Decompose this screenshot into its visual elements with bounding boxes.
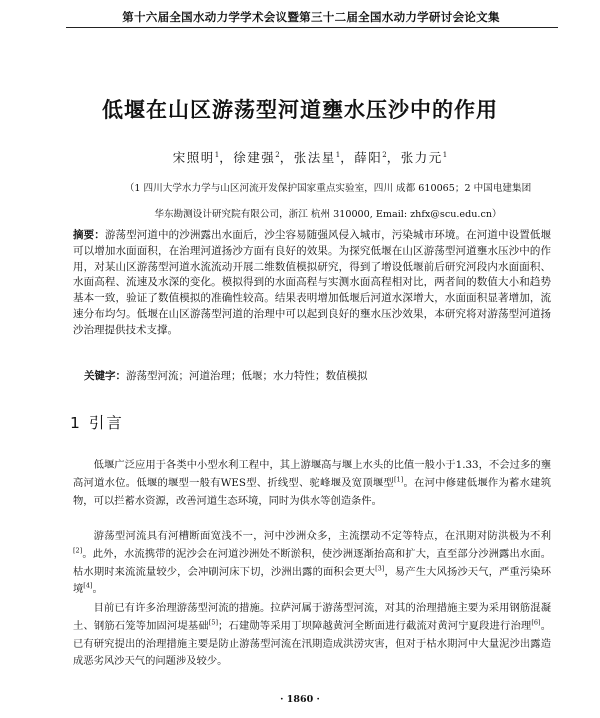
author-affil-mark: 1: [335, 150, 341, 159]
paragraph-text: 。此外，水流携带的泥沙会在河道沙洲处不断淤积，使沙洲逐渐抬高和扩大，直至部分沙洲露出水面。枯水期时来流流量较少，会冲刷河床下切，沙洲出露的面积会更大: [73, 547, 551, 578]
author-name: 宋照明: [172, 150, 215, 165]
paragraph-text: ，易产生大风扬沙天气，严重污染环境: [73, 565, 552, 596]
section-heading: [70, 411, 124, 433]
paragraph-text: 低堰广泛应用于各类中小型水利工程中，其上游堰高与堰上水头的比值一般小于1.33，不会过多的壅高河道水位。低堰的堰型一般有WES型、折线型、驼峰堰及宽顶堰型: [73, 459, 551, 489]
citation: [6]: [531, 618, 541, 627]
author-affil-mark: 1: [442, 150, 448, 159]
paragraph-text: ；石建勋等采用丁坝障越黄河全断面进行截流对黄河宁夏段进行治理: [218, 619, 532, 632]
page-number: · 1860 ·: [280, 694, 320, 705]
section-number: 1: [70, 414, 82, 432]
citation: [4]: [83, 581, 93, 590]
paragraph-text: 游荡型河流具有河槽断面宽浅不一，河中沙洲众多，主流摆动不定等特点，在汛期对防洪极为不利: [93, 530, 551, 542]
paragraph-text: 。在河中修建低堰作为蓄水建筑物，可以拦蓄水资源，改善河道生态环境，同时为供水等创造条件。: [73, 476, 552, 507]
paragraph-text: 。: [92, 583, 103, 596]
author-affil-mark: 2: [275, 150, 280, 159]
body-paragraph: [73, 600, 551, 671]
header-rule: [66, 27, 558, 28]
keywords-label: 关键字：: [84, 370, 126, 382]
section-title: 引言: [88, 414, 124, 432]
author-name: 薛阳: [354, 150, 383, 165]
abstract-text: 游荡型河道中的沙洲露出水面后，沙尘容易随强风侵入城市，污染城市环境。在河道中设置低堰可以增加水面面积，在治理河道扬沙方面有良好的效果。为探究低堰在山区游荡型河道壅水压沙中的作用，对某山区游荡型河道水流流动开展二维数值模拟研究，得到了增设低堰前后研究河段内水面面积、水面高程、流速及水深的变化。模拟得到的水面高程与实测水面高程相对比，两者间的数值大小和趋势基本一致，验证了数值模拟的准确性较高。结果表明增加低堰后河道水深增大，水面面积显著增加，流速分布均匀。低堰在山区游荡型河道的治理中可以起到良好的壅水压沙效果，本研究将对游荡型河道扬沙治理提供技术支撑。: [73, 229, 551, 336]
keywords: [84, 368, 554, 383]
author-affil-mark: 2: [382, 150, 387, 159]
author-name: 张力元: [400, 150, 443, 165]
affiliation-line-1: （1 四川大学水力学与山区河流开发保护国家重点实验室，四川 成都 610065；2 中国电建集团: [124, 183, 532, 194]
citation: [5]: [208, 618, 218, 627]
affiliation-line-2: 华东勘测设计研究院有限公司，浙江 杭州 310000, Email: zhfx@scu.edu.cn）: [154, 209, 502, 220]
author-list: 宋照明$^1$，徐建强$^2$，张法星$^1$，薛阳$^2$，张力元$^1$: [172, 150, 448, 165]
running-header: 第十六届全国水动力学学术会议暨第三十二届全国水动力学研讨会论文集: [122, 10, 500, 24]
abstract-label: 摘要：: [73, 229, 105, 241]
paragraph-text: 目前已有许多治理游荡型河流的措施。拉萨河属于游荡型河流，对其的治理措施主要为采用钢筋混凝土、钢筋石笼等加固河堤基础: [73, 602, 551, 632]
paper-title: 低堰在山区游荡型河道壅水压沙中的作用: [102, 98, 498, 122]
body-paragraph: [73, 528, 551, 599]
keywords-text: 游荡型河流；河道治理；低堰；水力特性；数值模拟: [126, 370, 368, 382]
author-affil-mark: 1: [214, 150, 220, 159]
author-name: 张法星: [293, 150, 336, 165]
author-name: 徐建强: [233, 150, 276, 165]
body-paragraph: [73, 457, 551, 510]
citation: [3]: [375, 564, 385, 573]
citation: [2]: [73, 546, 83, 555]
citation: [1]: [394, 475, 404, 484]
abstract: [73, 228, 551, 339]
paragraph-text: 。已有研究提出的治理措施主要是防止游荡型河流在汛期造成洪涝灾害，但对于枯水期河中大量泥沙出露造成恶劣风沙天气的问题涉及较少。: [73, 619, 552, 668]
